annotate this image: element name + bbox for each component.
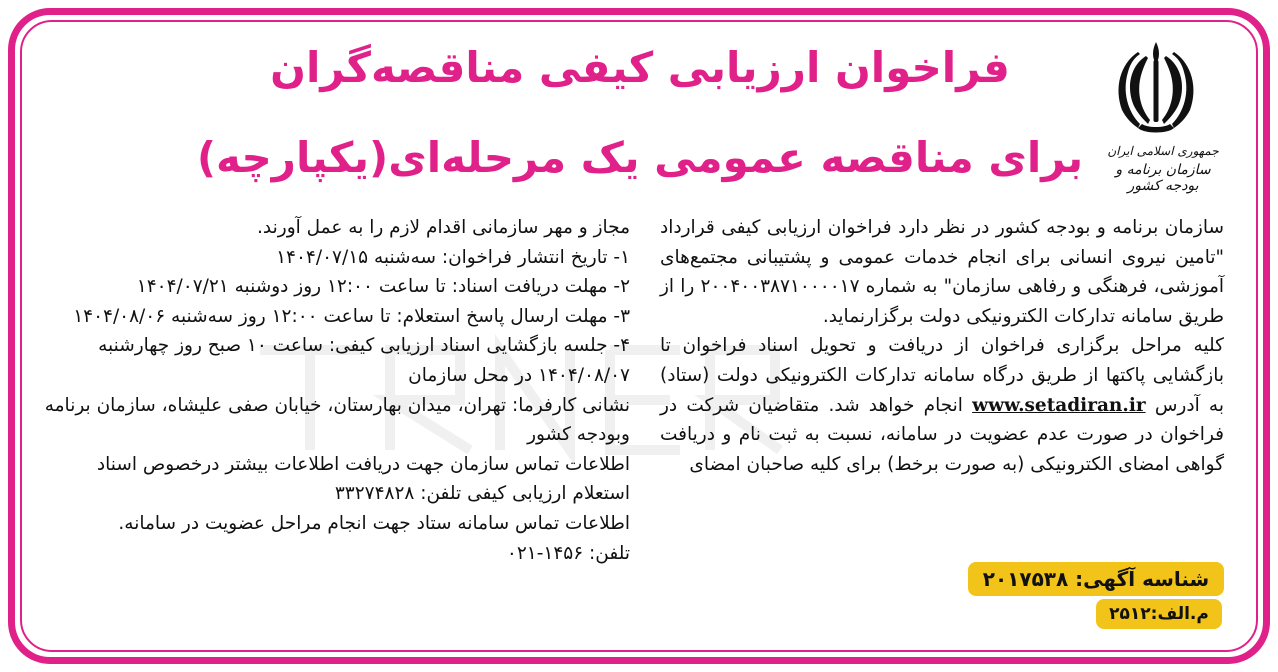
item-opening-session: ۴- جلسه بازگشایی اسناد ارزیابی کیفی: ساعت ۱۰ صبح روز چهارشنبه ۱۴۰۴/۰۸/۰۷ در محل سازمان	[98, 335, 630, 386]
setad-phone: تلفن: ۱۴۵۶-۰۲۱	[506, 542, 630, 564]
process-text-after: انجام خواهد شد. متقاضیان شرکت در فراخوان در صورت عدم عضویت در سامانه، نسبت به ثبت نام و دریافت گواهی امضای الکترونیکی (به صورت برخط) برای کلیه صاحبان امضای	[660, 394, 1224, 475]
iran-emblem-icon	[1108, 36, 1204, 136]
process-paragraph	[660, 331, 1224, 479]
emblem-caption-country: جمهوری اسلامی ایران	[1107, 144, 1219, 158]
signing-line: مجاز و مهر سازمانی اقدام لازم را به عمل آورند.	[257, 217, 630, 238]
notice-id-badge: شناسه آگهی: ۲۰۱۷۵۳۸	[968, 562, 1224, 596]
website-link[interactable]: www.setadiran.ir	[972, 394, 1146, 416]
page-subtitle: برای مناقصه عمومی یک مرحله‌ای(یکپارچه)	[196, 133, 1084, 182]
process-text-before: کلیه مراحل برگزاری فراخوان از دریافت و تحویل اسناد فراخوان تا بازگشایی پاکتها از طریق درگاه سامانه تدارکات الکترونیکی دولت (ستاد) به آدرس	[660, 335, 1224, 416]
item-document-deadline: ۲- مهلت دریافت اسناد: تا ساعت ۱۲:۰۰ روز دوشنبه ۱۴۰۴/۰۷/۲۱	[136, 276, 630, 298]
page-title: فراخوان ارزیابی کیفی مناقصه‌گران	[270, 43, 1010, 92]
intro-paragraph: سازمان برنامه و بودجه کشور در نظر دارد فراخوان ارزیابی کیفی قرارداد "تامین نیروی انسانی برای انجام خدمات عمومی و پشتیبانی مجتمع‌های آموزشی، فرهنگی و رفاهی سازمان" به شماره ۲۰۰۴۰۰۳۸۷۱۰۰۰۰۱۷ را از طریق سامانه تدارکات الکترونیکی دولت برگزارنماید.	[660, 217, 1224, 327]
left-column	[40, 213, 630, 568]
employer-address: نشانی کارفرما: تهران، میدان بهارستان، خیابان صفی علیشاه، سازمان برنامه وبودجه کشور	[44, 394, 630, 446]
item-response-deadline: ۳- مهلت ارسال پاسخ استعلام: تا ساعت ۱۲:۰۰ روز سه‌شنبه ۱۴۰۴/۰۸/۰۶	[73, 305, 630, 327]
emblem-caption-org: سازمان برنامه و بودجه کشور	[1115, 162, 1211, 194]
right-column	[660, 213, 1224, 479]
reference-code-badge: م.الف:۲۵۱۲	[1096, 599, 1222, 629]
item-publish-date: ۱- تاریخ انتشار فراخوان: سه‌شنبه ۱۴۰۴/۰۷/۱۵	[276, 246, 630, 268]
setad-contact-info: اطلاعات تماس سامانه ستاد جهت انجام مراحل عضویت در سامانه.	[118, 512, 630, 534]
org-contact-info: اطلاعات تماس سازمان جهت دریافت اطلاعات بیشتر درخصوص اسناد استعلام ارزیابی کیفی تلفن: ۳۳۲۷۴۸۲۸	[96, 453, 630, 505]
